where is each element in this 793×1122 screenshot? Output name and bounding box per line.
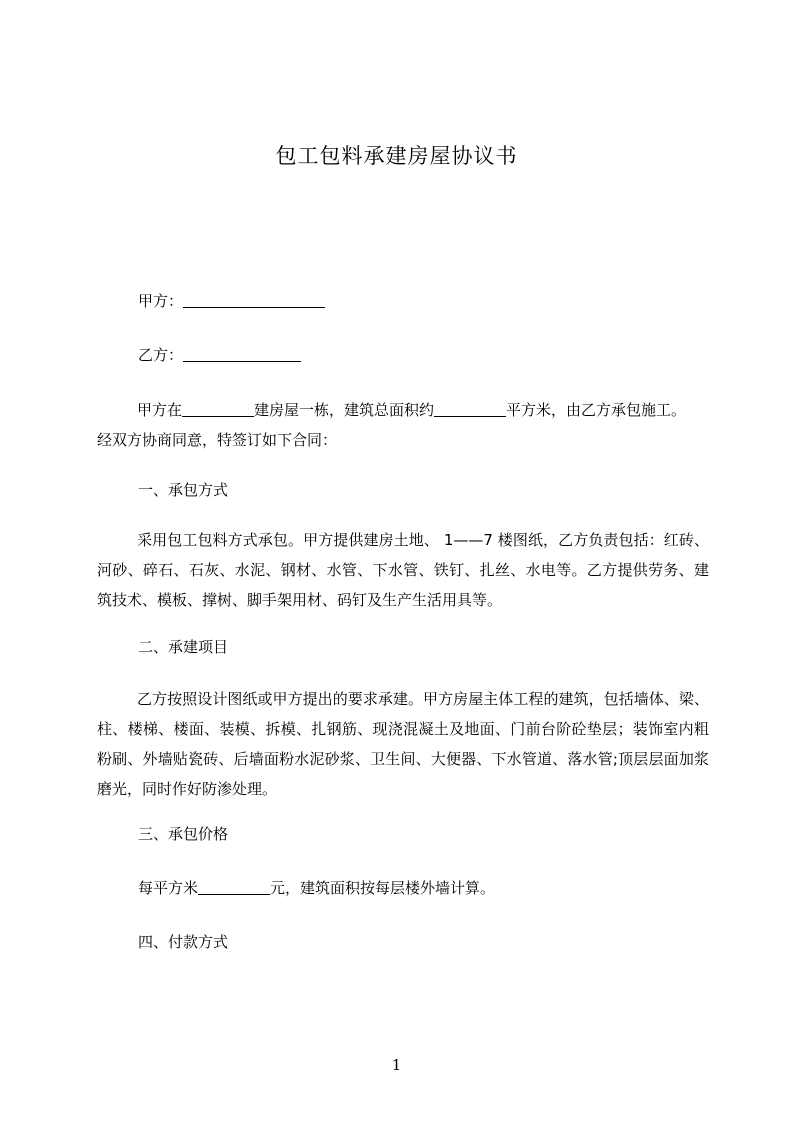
section2-text: 乙方按照设计图纸或甲方提出的要求承建。甲方房屋主体工程的建筑，包括墙体、梁、柱、楼梯、楼面、装模、拆模、扎钢筋、现浇混凝土及地面、门前台阶砼垫层；装饰室内粗粉刷、外墙贴瓷砖、后墙面粉水泥砂浆、卫生间、大便器、下水管道、落水管;顶层层面加浆磨光，同时作好防渗处理。 — [97, 690, 709, 798]
location-blank — [182, 402, 254, 417]
section2-heading: 二、承建项目 — [138, 638, 229, 656]
intro-line2: 经双方协商同意，特签订如下合同： — [97, 431, 338, 449]
party-b-label: 乙方： — [138, 346, 184, 364]
page-number: 1 — [391, 1056, 402, 1074]
party-a-blank — [183, 293, 325, 308]
intro-paragraph — [97, 395, 709, 455]
party-a-line — [138, 291, 325, 311]
intro-part1: 甲方在 — [137, 401, 183, 419]
party-b-blank — [183, 347, 301, 362]
section4-heading: 四、付款方式 — [138, 933, 229, 951]
intro-part2: 建房屋一栋，建筑总面积约 — [254, 401, 435, 419]
document-title: 包工包料承建房屋协议书 — [275, 144, 518, 168]
party-b-line — [138, 345, 301, 365]
section1-heading: 一、承包方式 — [138, 481, 229, 499]
section1-text: 采用包工包料方式承包。甲方提供建房土地、 1——7 楼图纸，乙方负责包括：红砖、河砂、碎石、石灰、水泥、钢材、水管、下水管、铁钉、扎丝、水电等。乙方提供劳务、建筑技术、模板、撑树、脚手架用材、码钉及生产生活用具等。 — [97, 531, 709, 609]
area-blank — [434, 402, 506, 417]
section3-part2: 元，建筑面积按每层楼外墙计算。 — [270, 879, 496, 897]
party-a-label: 甲方： — [138, 292, 184, 310]
section3-part1: 每平方米 — [138, 879, 199, 897]
section1-body — [97, 525, 709, 615]
intro-part3: 平方米，由乙方承包施工。 — [506, 401, 687, 419]
section3-body — [138, 878, 495, 898]
price-blank — [198, 880, 270, 895]
section2-body — [97, 684, 709, 804]
section3-heading: 三、承包价格 — [138, 825, 229, 843]
